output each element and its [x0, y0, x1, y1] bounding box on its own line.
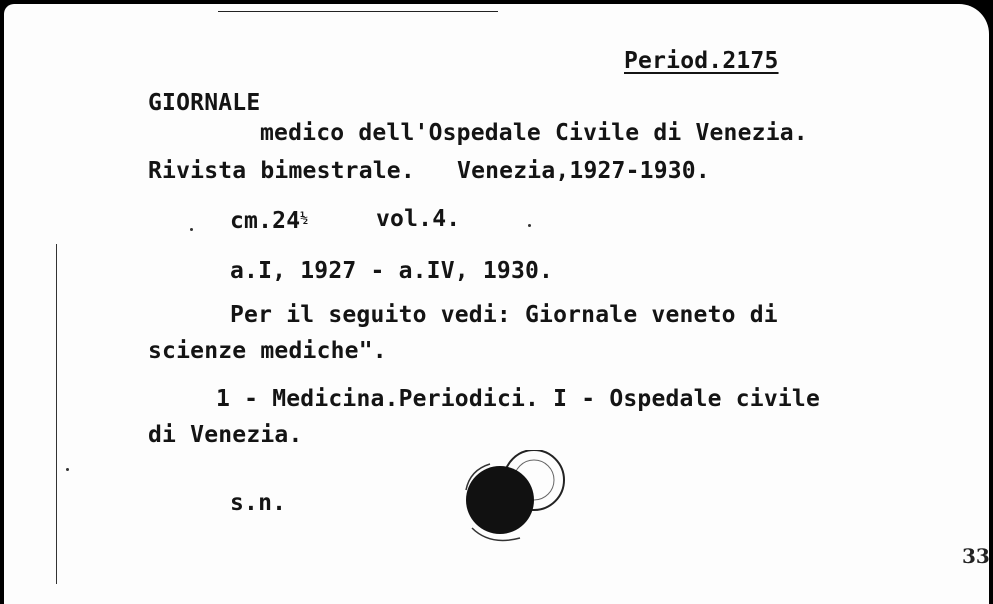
subtitle-line: Rivista bimestrale. Venezia,1927-1930.	[148, 158, 710, 184]
card-heading: GIORNALE	[148, 90, 261, 116]
margin-rule	[56, 244, 57, 584]
date-range: a.I, 1927 - a.IV, 1930.	[230, 258, 554, 284]
note-line-2: scienze mediche".	[148, 338, 387, 364]
speck	[528, 224, 531, 227]
handwritten-number: 33	[962, 544, 990, 568]
title-line: medico dell'Ospedale Civile di Venezia.	[260, 120, 808, 146]
subjects-line-1: 1 - Medicina.Periodici. I - Ospedale civile	[216, 386, 821, 412]
top-rule	[218, 11, 498, 12]
call-number: Period.2175	[624, 48, 779, 74]
sn-label: s.n.	[230, 490, 287, 516]
speck	[66, 468, 69, 471]
volumes: vol.4.	[376, 206, 461, 232]
size-fraction: ½	[300, 211, 309, 226]
note-line-1: Per il seguito vedi: Giornale veneto di	[230, 302, 778, 328]
size-line	[230, 206, 308, 234]
subjects-line-2: di Venezia.	[148, 422, 303, 448]
size-value: cm.24	[230, 208, 301, 234]
punch-hole-stamp	[460, 450, 580, 550]
speck	[190, 228, 193, 231]
catalog-card	[4, 4, 989, 604]
